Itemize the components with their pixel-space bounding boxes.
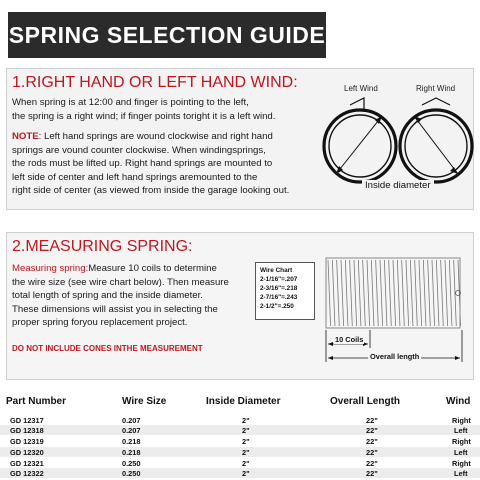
- spring-coil-line: [402, 260, 405, 326]
- cell-wire-size: 0.250: [122, 459, 141, 468]
- cell-wire-size: 0.218: [122, 448, 141, 457]
- spring-coil-line: [410, 260, 413, 326]
- measuring-section-heading: [12, 238, 192, 256]
- measuring-line: the wire size (see wire chart below). Then measure: [12, 276, 229, 288]
- cell-part-number: GD 12317: [10, 416, 44, 425]
- left-wind-label: Left Wind: [344, 84, 378, 93]
- cell-wind: Right: [452, 416, 471, 425]
- col-header-overall-length: Overall Length: [330, 396, 401, 407]
- spring-coil-line: [380, 260, 383, 326]
- cell-overall-length: 22": [366, 469, 378, 478]
- spring-coil-line: [389, 260, 392, 326]
- spring-coil-line: [371, 260, 374, 326]
- measuring-line: total length of spring and the inside diameter.: [12, 290, 203, 301]
- spring-coil-line: [384, 260, 387, 326]
- cell-inside-diameter: 2": [242, 426, 250, 435]
- cell-inside-diameter: 2": [242, 448, 250, 457]
- cell-part-number: GD 12322: [10, 469, 44, 478]
- overall-arrow-left: [328, 356, 333, 360]
- overall-length-label: Overall length: [370, 352, 420, 361]
- wind-instruction-line: the spring is a right wind; if finger points toright it is a left wind.: [12, 110, 276, 122]
- cell-wind: Left: [454, 469, 468, 478]
- cell-wind: Right: [452, 437, 471, 446]
- wire-chart-row: 2-1/16"=.207: [260, 276, 298, 283]
- col-header-wire-size: Wire Size: [122, 396, 167, 407]
- page-title: SPRING SELECTION GUIDE: [8, 12, 326, 58]
- wind-instructions: [12, 96, 312, 123]
- spring-coil-line: [350, 260, 353, 326]
- col-header-wind: Wind: [446, 396, 471, 407]
- ten-coils-label: 10 Coils: [335, 335, 364, 344]
- table-row: [0, 436, 480, 446]
- note-line: : Left hand springs are wound clockwise and right hand: [38, 131, 273, 142]
- wire-chart: [255, 262, 315, 320]
- measuring-line: These dimensions will assist you in selecting the: [12, 303, 218, 315]
- cell-inside-diameter: 2": [242, 459, 250, 468]
- wind-instruction-line: When spring is at 12:00 and finger is pointing to the left,: [12, 97, 249, 108]
- coils-arrow-left: [328, 342, 333, 346]
- table-row: [0, 425, 480, 435]
- spring-coil-line: [358, 260, 361, 326]
- table-row: [0, 458, 480, 468]
- left-wind-coil: [324, 98, 396, 182]
- cell-wire-size: 0.250: [122, 469, 141, 478]
- spring-coil-line: [428, 260, 431, 326]
- cell-wire-size: 0.207: [122, 426, 141, 435]
- measuring-line: proper spring foryou replacement project.: [12, 317, 188, 328]
- cell-overall-length: 22": [366, 416, 378, 425]
- spring-coil-line: [332, 260, 335, 326]
- note-label: NOTE: [12, 131, 39, 142]
- cell-overall-length: 22": [366, 426, 378, 435]
- spring-coil-line: [436, 260, 439, 326]
- spring-coil-line: [354, 260, 357, 326]
- spring-coil-line: [449, 260, 452, 326]
- wire-chart-row: 2-7/16"=.243: [260, 294, 298, 301]
- cell-overall-length: 22": [366, 437, 378, 446]
- measuring-section-title: MEASURING SPRING:: [25, 238, 193, 255]
- col-header-part-number: Part Number: [6, 396, 67, 407]
- wire-chart-row: 2-3/16"=.218: [260, 285, 298, 292]
- cell-part-number: GD 12319: [10, 437, 44, 446]
- measuring-label: Measuring spring:: [12, 263, 89, 274]
- cell-wind: Left: [454, 426, 468, 435]
- wind-section-title: RIGHT HAND OR LEFT HAND WIND:: [25, 74, 298, 91]
- spring-coils: [328, 260, 461, 326]
- cell-inside-diameter: 2": [242, 416, 250, 425]
- cell-part-number: GD 12318: [10, 426, 44, 435]
- spring-coil-line: [393, 260, 396, 326]
- right-wind-label: Right Wind: [416, 84, 456, 93]
- spring-coil-line: [415, 260, 418, 326]
- note-line: right side of center (as viewed from inside the garage looking out.: [12, 185, 290, 196]
- spring-coil-line: [441, 260, 444, 326]
- note-line: left side of center and left hand springs aremounted to the: [12, 171, 258, 183]
- spring-coil-line: [337, 260, 340, 326]
- measuring-instructions: [12, 262, 252, 330]
- measuring-section-number: 2.: [12, 238, 26, 255]
- spring-coil-line: [432, 260, 435, 326]
- cell-inside-diameter: 2": [242, 469, 250, 478]
- spring-coil-line: [423, 260, 426, 326]
- wire-chart-row: 2-1/2"=.250: [260, 303, 294, 310]
- measuring-line: Measure 10 coils to determine: [88, 263, 217, 274]
- spring-coil-line: [397, 260, 400, 326]
- spring-coil-line: [445, 260, 448, 326]
- cell-wire-size: 0.218: [122, 437, 141, 446]
- note-line: the rods must be lifted up. Right hand springs are mounted to: [12, 158, 273, 169]
- spring-coil-line: [376, 260, 379, 326]
- table-row: [0, 468, 480, 478]
- cones-warning: DO NOT INCLUDE CONES INTHE MEASUREMENT: [12, 344, 203, 353]
- wind-section-number: 1.: [12, 74, 26, 91]
- note-line: springs are vound counter clockwise. When windingsprings,: [12, 144, 266, 156]
- wire-chart-title: Wire Chart: [260, 267, 293, 274]
- cell-wind: Left: [454, 448, 468, 457]
- right-wind-coil: [400, 98, 472, 182]
- spring-coil-line: [419, 260, 422, 326]
- wind-note: [12, 130, 322, 198]
- cell-overall-length: 22": [366, 459, 378, 468]
- cell-part-number: GD 12320: [10, 448, 44, 457]
- spring-coil-line: [328, 260, 331, 326]
- table-row: [0, 447, 480, 457]
- cell-wind: Right: [452, 459, 471, 468]
- spring-coil-line: [345, 260, 348, 326]
- cell-part-number: GD 12321: [10, 459, 44, 468]
- spring-coil-line: [406, 260, 409, 326]
- cell-overall-length: 22": [366, 448, 378, 457]
- cell-inside-diameter: 2": [242, 437, 250, 446]
- spring-coil-line: [367, 260, 370, 326]
- overall-arrow-right: [455, 356, 460, 360]
- col-header-inside-diameter: Inside Diameter: [206, 396, 281, 407]
- wind-section-heading: [12, 74, 298, 92]
- table-row: [0, 415, 480, 425]
- spring-coil-line: [363, 260, 366, 326]
- spring-coil-line: [341, 260, 344, 326]
- inside-diameter-label: Inside diameter: [362, 180, 434, 191]
- cell-wire-size: 0.207: [122, 416, 141, 425]
